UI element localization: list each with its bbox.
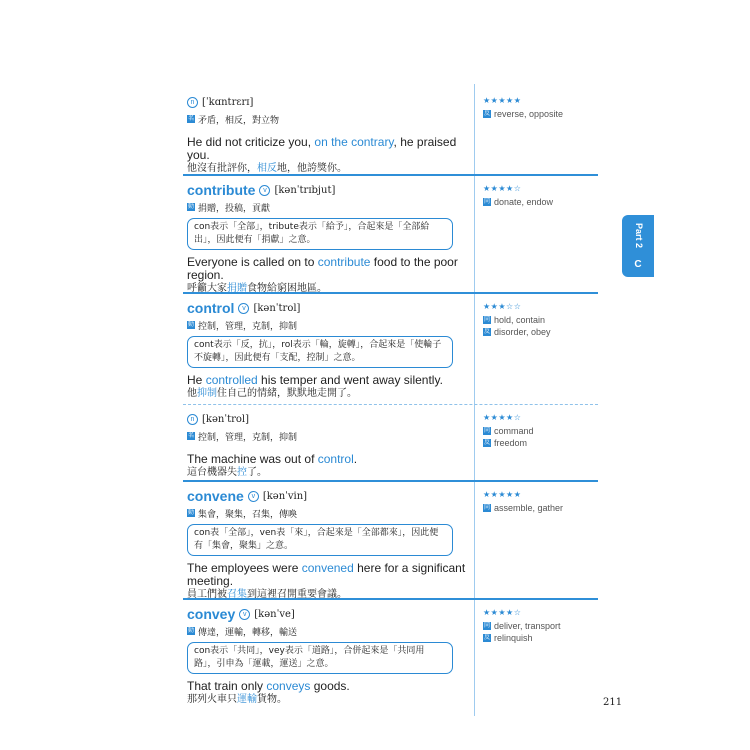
frequency-stars: ★★★★☆ [483,184,522,193]
example-english: That train only conveys goods. [187,679,350,693]
related-words: 反 disorder, obey [483,327,551,337]
headword: contribute [187,182,256,198]
frequency-stars: ★★★★★ [483,96,522,105]
example-english: Everyone is called on to contribute food to the poor region. [187,255,458,282]
pronunciation: [kənˈtrɪbjut] [274,184,336,196]
example-english: He did not criticize you, on the contrary, he praised you. [187,135,457,162]
related-words: 同 assemble, gather [483,503,564,513]
frequency-stars: ★★★☆☆ [483,302,522,311]
frequency-stars: ★★★★☆ [483,413,522,422]
entry-convene [183,480,598,598]
meaning-tag: 動 [187,321,194,328]
entry-contribute [183,174,598,292]
headword: control [187,300,235,316]
example-chinese: 呼籲大家捐贈食物給窮困地區。 [187,283,327,294]
example-english: The employees were convened here for a significant meeting. [187,561,466,588]
pronunciation: [kənˈtrol] [202,413,249,425]
pronunciation: [kənˈtrol] [253,302,301,314]
example-chinese: 那列火車只運輸貨物。 [187,694,287,705]
pronunciation: [ˈkɑntrɛrɪ] [202,96,254,108]
etymology-box: cont表示「反，抗」，rol表示「輪，旋轉」，合起來是「使輪子不旋轉」，因此便有「支配，控制」之意。 [187,336,453,368]
entry-convey [183,598,598,716]
noun-marker-icon: n [187,414,198,425]
meaning: 控制，管理，克制，抑制 [198,432,298,443]
verb-marker-icon: v [259,185,270,196]
noun-marker-icon: n [187,97,198,108]
frequency-stars: ★★★★★ [483,490,522,499]
meaning-tag: 名 [187,432,194,439]
entry-control-noun [183,404,598,480]
verb-marker-icon: v [248,491,259,502]
meaning: 傳達，運輸，轉移，輸送 [198,627,298,638]
meaning-tag: 動 [187,203,194,210]
related-words: 反 reverse, opposite [483,109,564,119]
headword: convey [187,606,236,622]
related-words: 同 deliver, transport [483,621,561,631]
related-words: 反 relinquish [483,633,533,643]
entry-contrary-noun [183,88,598,174]
meaning: 矛盾，相反，對立物 [198,115,280,126]
example-chinese: 這台機器失控了。 [187,467,267,478]
page-number: 211 [603,697,623,708]
meaning-tag: 名 [187,115,194,122]
entry-control-verb [183,292,598,404]
related-words: 同 hold, contain [483,315,546,325]
verb-marker-icon: v [239,609,250,620]
headword: convene [187,488,244,504]
side-tab-part: Part 2 [634,223,644,249]
verb-marker-icon: v [238,303,249,314]
example-chinese: 員工們被召集到這裡召開重要會議。 [187,589,347,600]
meaning: 集會，聚集，召集，傳喚 [198,509,298,520]
meaning-tag: 動 [187,627,194,634]
pronunciation: [kənˈve] [254,608,295,620]
etymology-box: con表示「全部」，tribute表示「給予」，合起來是「全部給出」，因此便有「捐獻」之意。 [187,218,453,250]
meaning-tag: 動 [187,509,194,516]
section-side-tab [622,215,654,277]
meaning: 捐贈，投稿，貢獻 [198,203,271,214]
frequency-stars: ★★★★☆ [483,608,522,617]
pronunciation: [kənˈvin] [262,490,308,502]
meaning: 控制，管理，克制，抑制 [198,321,298,332]
example-chinese: 他沒有批評你，相反地，他誇獎你。 [187,163,347,174]
related-words: 反 freedom [483,438,528,448]
example-english: He controlled his temper and went away silently. [187,373,443,387]
example-chinese: 他抑制住自己的情緒，默默地走開了。 [187,388,357,399]
etymology-box: con表示「共同」，vey表示「道路」，合併起來是「共同用路」，引申為「運載，運送」之意。 [187,642,453,674]
etymology-box: con表「全部」，ven表「來」，合起來是「全部都來」，因此便有「集會，聚集」之意。 [187,524,453,556]
related-words: 同 command [483,426,534,436]
side-tab-letter: C [634,259,642,270]
related-words: 同 donate, endow [483,197,554,207]
dictionary-page [183,84,598,716]
example-english: The machine was out of control. [187,452,358,466]
